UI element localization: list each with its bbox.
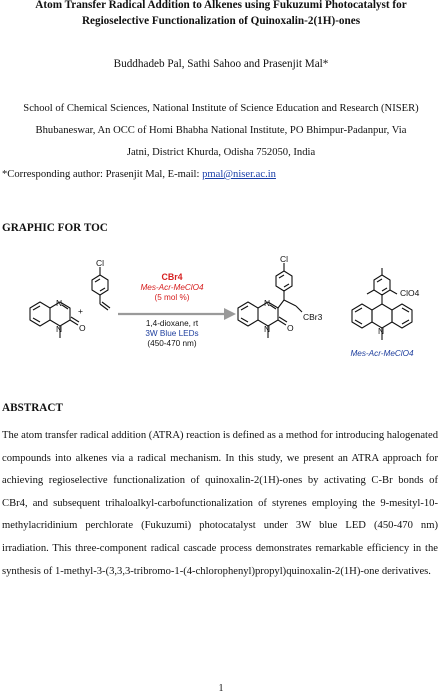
styrene-double-2 xyxy=(100,288,105,291)
acridine-double-1 xyxy=(355,308,362,312)
benzo-double-4 xyxy=(241,318,248,322)
condition-solvent: 1,4-dioxane, rt xyxy=(145,319,199,328)
styrene-ring xyxy=(92,275,108,295)
toc-graphic xyxy=(0,244,442,384)
affiliation-line-2: Bhubaneswar, An OCC of Homi Bhabha National Institute, PO Bhimpur-Padanpur, Via xyxy=(35,125,407,136)
acridine-double-3 xyxy=(402,308,409,312)
corresponding-label: *Corresponding author: Prasenjit Mal, E-mail: xyxy=(2,169,203,180)
title-line-2: Regioselective Functionalization of Quinoxalin-2(1H)-ones xyxy=(81,15,361,27)
reagent-catalyst: Mes-Acr-MeClO4 xyxy=(140,283,204,292)
benzo-double-1 xyxy=(33,306,40,310)
side-chain-1 xyxy=(278,300,284,308)
product-aryl-double-2 xyxy=(284,284,289,287)
acridine-double-2 xyxy=(355,320,362,324)
product-aryl-ring xyxy=(276,271,292,291)
title-line-1: Atom Transfer Radical Addition to Alkenes using Fukuzumi Photocatalyst for xyxy=(35,0,407,11)
product-aryl-double-1 xyxy=(279,275,284,278)
mesityl-double-2 xyxy=(382,288,387,291)
n-label-4: N xyxy=(264,324,271,334)
reagent-loading: (5 mol %) xyxy=(154,293,190,302)
affiliation-line-1: School of Chemical Sciences, National Institute of Science Education and Research (NISER) xyxy=(23,103,419,114)
mesityl-methyl-left xyxy=(367,290,374,294)
side-chain-3 xyxy=(296,306,302,312)
styrene-double-1 xyxy=(95,279,100,282)
side-chain-2 xyxy=(284,300,296,306)
cbr3-label: CBr3 xyxy=(303,312,323,322)
condition-wavelength: (450-470 nm) xyxy=(147,339,197,348)
cl-label-2: Cl xyxy=(280,254,289,264)
cl-label-1: Cl xyxy=(96,258,105,268)
paper-title xyxy=(14,0,428,29)
mesityl-methyl-right xyxy=(390,290,397,294)
abstract-heading: ABSTRACT xyxy=(2,402,63,414)
toc-heading: GRAPHIC FOR TOC xyxy=(2,222,108,234)
mesityl-double-1 xyxy=(377,279,382,282)
vinyl-bond-2 xyxy=(100,304,108,310)
o-label-1: O xyxy=(79,323,86,333)
clo4-label: ClO4 xyxy=(400,288,420,298)
n-label-5: N xyxy=(378,326,385,336)
n-label-3: N xyxy=(264,298,271,308)
page-number: 1 xyxy=(218,683,224,694)
acridine-right-ring xyxy=(392,304,412,328)
benzo-ring-right xyxy=(238,302,258,326)
mesityl-ring xyxy=(374,275,390,295)
n-label-1: N xyxy=(56,298,63,308)
abstract-text: The atom transfer radical addition (ATRA) reaction is defined as a method for introducing halogenated compounds into alkenes via a radical mechanism. In this study, we present an ATRA approach for achieving regioselective functionalization of quinoxalin-2(1H)-ones by activating C-Br bonds of CBr4, and subsequent trihaloalkyl-carbofunctionalization of styrenes employing the 9-mesityl-10-methylacridinium perchlorate (Fukuzumi) photocatalyst under 3W blue LED (450-470 nm) irradiation. This three-component radical cascade process demonstrates remarkable efficiency in the synthesis of 1-methyl-3-(3,3,3-tribromo-1-(4-chlorophenyl)propyl)quinoxalin-2(1H)-one derivatives. xyxy=(2,430,438,577)
acridine-left-ring xyxy=(352,304,372,328)
acridine-double-4 xyxy=(402,320,409,324)
benzo-ring-left xyxy=(30,302,50,326)
condition-light: 3W Blue LEDs xyxy=(145,329,199,338)
acridine-center-ring xyxy=(372,304,392,328)
plus-sign: + xyxy=(78,306,83,316)
author-list: Buddhadeb Pal, Sathi Sahoo and Prasenjit Mal* xyxy=(113,58,329,70)
affiliation xyxy=(4,98,438,164)
n-label-2: N xyxy=(56,324,63,334)
vinyl-double xyxy=(102,302,110,308)
reaction-arrowhead xyxy=(224,308,236,320)
benzo-double-2 xyxy=(33,318,40,322)
corresponding-author xyxy=(2,169,276,180)
reagent-cbr4: CBr4 xyxy=(161,272,183,282)
o-label-2: O xyxy=(287,323,294,333)
catalyst-label: Mes-Acr-MeClO4 xyxy=(350,349,414,358)
email-link[interactable]: pmal@niser.ac.in xyxy=(202,169,276,180)
affiliation-line-3: Jatni, District Khurda, Odisha 752050, India xyxy=(126,147,316,158)
benzo-double-3 xyxy=(241,306,248,310)
